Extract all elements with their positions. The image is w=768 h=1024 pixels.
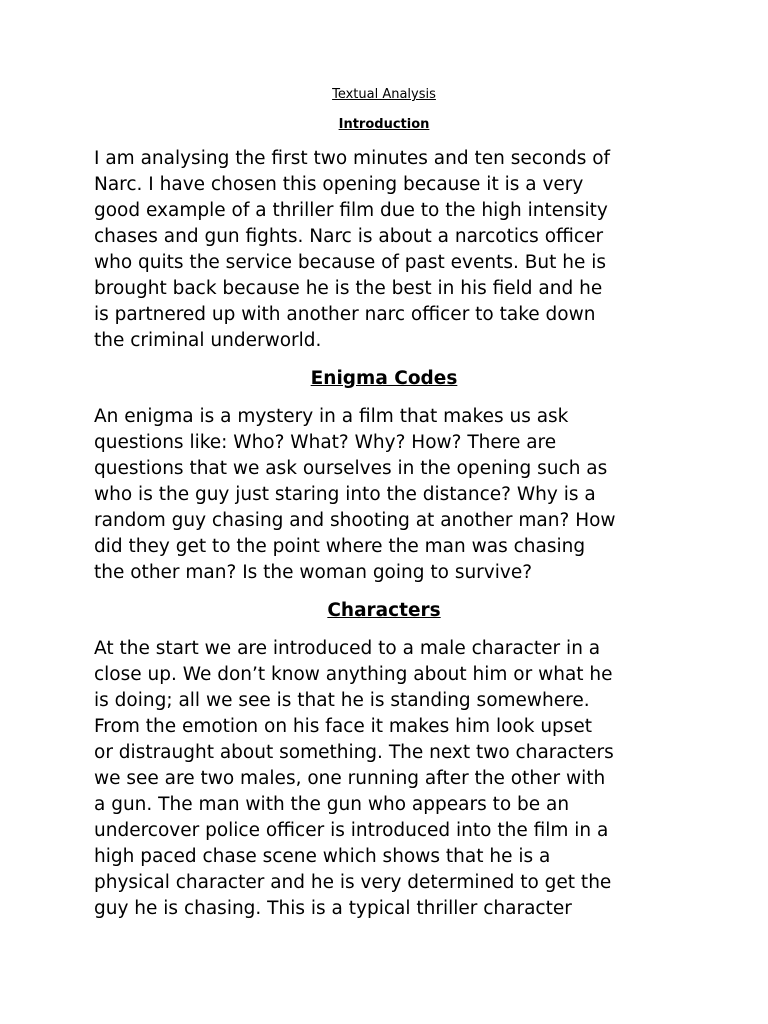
characters-paragraph: At the start we are introduced to a male character in a close up. We don’t know anything about him or what he is doing; all we see is that he is standing somewhere. From the emotion on his face it makes him look upset or distraught about something. The next two characters we see are two males, one running after the other with a gun. The man with the gun who appears to be an undercover police officer is introduced into the film in a high paced chase scene which shows that he is a physical character and he is very determined to get the guy he is chasing. This is a typical thriller character bbox=[94, 638, 614, 919]
characters-heading: Characters bbox=[327, 600, 441, 621]
introduction-paragraph: I am analysing the first two minutes and ten seconds of Narc. I have chosen this opening because it is a very good example of a thriller film due to the high intensity chases and gun fights. Narc is about a narcotics officer who quits the service because of past events. But he is brought back because he is the best in his field and he is partnered up with another narc officer to take down the criminal underworld. bbox=[94, 148, 611, 351]
enigma-codes-heading: Enigma Codes bbox=[310, 368, 458, 389]
document-title: Textual Analysis bbox=[332, 87, 436, 102]
introduction-heading: Introduction bbox=[338, 117, 430, 132]
enigma-codes-paragraph: An enigma is a mystery in a film that makes us ask questions like: Who? What? Why? How? There are questions that we ask ourselves in the opening such as who is the guy just staring into the distance? Why is a random guy chasing and shooting at another man? How did they get to the point where the man was chasing the other man? Is the woman going to survive? bbox=[94, 406, 616, 583]
